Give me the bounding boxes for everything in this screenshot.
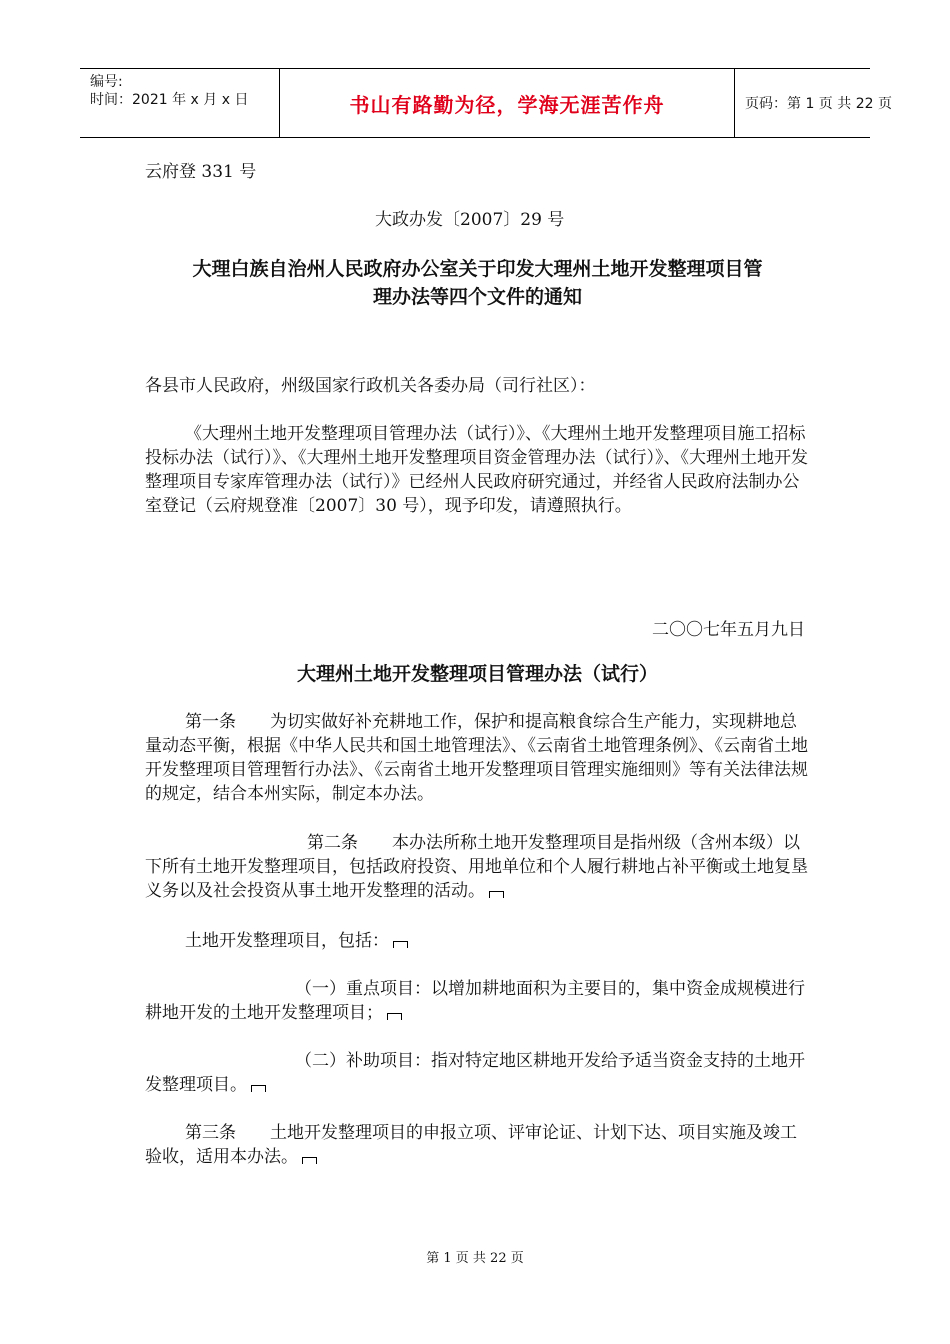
salutation: 各县市人民政府，州级国家行政机关各委办局（司行社区）： [145, 376, 596, 396]
section-title: 大理州土地开发整理项目管理办法（试行） [296, 663, 658, 685]
paragraph-mark-icon [251, 1085, 266, 1092]
article-3-text: 第三条 土地开发整理项目的申报立项、评审论证、计划下达、项目实施及竣工验收，适用本办法。 [145, 1123, 797, 1167]
paragraph-mark-icon [489, 891, 504, 898]
registration-number: 云府登 331 号 [145, 162, 257, 182]
document-date: 二〇〇七年五月九日 [652, 620, 805, 640]
title-line-2: 理办法等四个文件的通知 [372, 286, 582, 308]
date-label: 时间：2021 年 x 月 x 日 [90, 92, 249, 108]
body-paragraph: 《大理州土地开发整理项目管理办法（试行）》、《大理州土地开发整理项目施工招标投标办法（试行）》、《大理州土地开发整理项目资金管理办法（试行）》、《大理州土地开发整理项目专家库管理办法（试行）》已经州人民政府研究通过，并经省人民政府法制办公室登记（云府规登准〔2007〕30 号），现予印发，请遵照执行。 [145, 424, 808, 516]
document-number: 大政办发〔2007〕29 号 [375, 210, 565, 230]
article-3 [145, 1121, 810, 1169]
motto-text: 书山有路勤为径，学海无涯苦作舟 [349, 92, 665, 117]
paragraph-mark-icon [393, 941, 408, 948]
article-2 [145, 831, 810, 903]
header-meta [80, 69, 280, 137]
item-2 [145, 1049, 810, 1097]
item-1 [145, 977, 810, 1025]
item-2-text: （二）补助项目：指对特定地区耕地开发给予适当资金支持的土地开发整理项目。 [145, 1051, 805, 1095]
includes-text: 土地开发整理项目，包括： [185, 931, 389, 951]
page-footer: 第 1 页 共 22 页 [426, 1251, 524, 1266]
document-title [145, 255, 810, 311]
includes-line [145, 929, 810, 953]
article-1: 第一条 为切实做好补充耕地工作，保护和提高粮食综合生产能力，实现耕地总量动态平衡，根据《中华人民共和国土地管理法》、《云南省土地管理条例》、《云南省土地开发整理项目管理暂行办法》、《云南省土地开发整理项目管理实施细则》等有关法律法规的规定，结合本州实际，制定本办法。 [145, 712, 808, 804]
paragraph-mark-icon [302, 1157, 317, 1164]
paragraph-mark-icon [387, 1013, 402, 1020]
article-2-text: 第二条 本办法所称土地开发整理项目是指州级（含州本级）以下所有土地开发整理项目，包括政府投资、用地单位和个人履行耕地占补平衡或土地复垦义务以及社会投资从事土地开发整理的活动。 [145, 833, 808, 901]
title-line-1: 大理白族自治州人民政府办公室关于印发大理州土地开发整理项目管 [192, 258, 763, 280]
number-label: 编号: [90, 74, 123, 90]
page-header [80, 68, 892, 138]
item-1-text: （一）重点项目：以增加耕地面积为主要目的，集中资金成规模进行耕地开发的土地开发整理项目； [145, 979, 805, 1023]
header-motto [280, 69, 735, 137]
header-page-info: 页码：第 1 页 共 22 页 [745, 96, 892, 112]
